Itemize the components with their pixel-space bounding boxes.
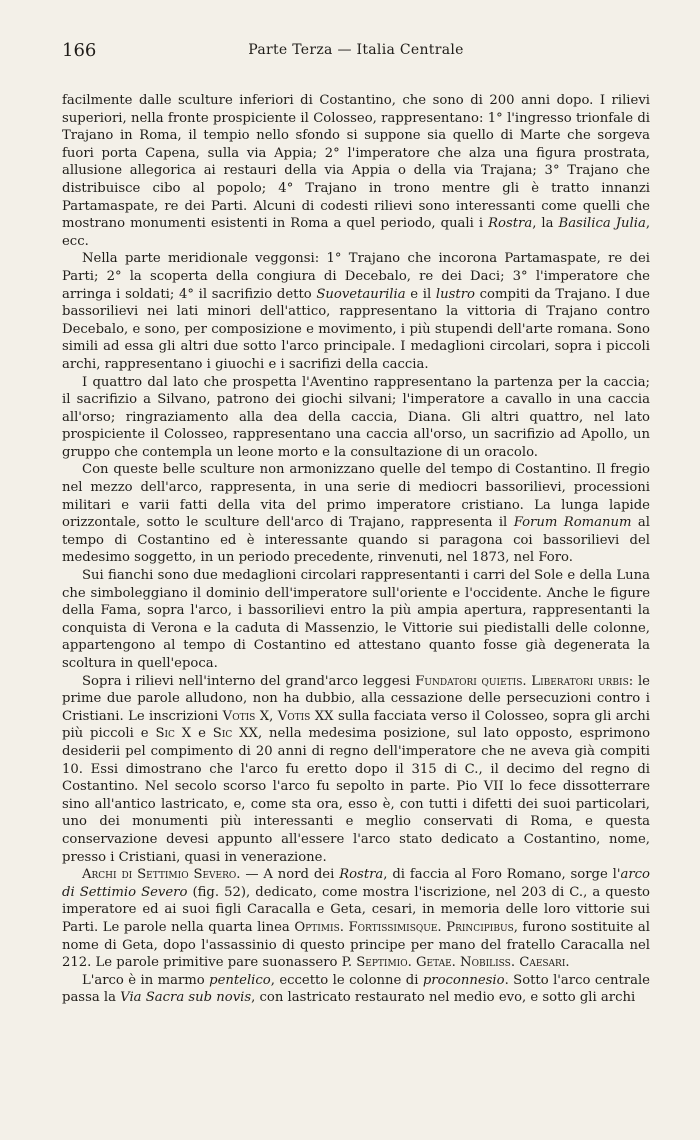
small-caps-run: Archi di Settimio Severo. — [82, 867, 241, 883]
text-run: L'arco è in marmo — [82, 972, 210, 988]
paragraph — [62, 461, 650, 567]
italic-run: lustro — [435, 286, 475, 302]
small-caps-run: Sic X — [155, 726, 192, 742]
text-run: (fig. 52), dedicato, come mostra l'iscrizione, nel 203 di C., a questo imperatore ed ai suoi figli Caracalla e Geta, cesari, in memoria delle loro vittorie sui Parti. Le parole nella quarta linea — [62, 884, 650, 935]
text-run: , eccetto le colonne di — [270, 972, 423, 988]
text-run: facilmente dalle sculture inferiori di Costantino, che sono di 200 anni dopo. I rilievi superiori, nella fronte prospiciente il Colosseo, rappresentano: 1° l'ingresso trionfale di Trajano in Roma, il tempio nello sfondo si suppone sia quello di Marte che sorgeva fuori porta Capena, sulla via Appia; 2° l'imperatore che alza una figura prostrata, allusione allegorica ai restauri della via Appia o della via Trajana; 3° Trajano che distribuisce cibo al popolo; 4° Trajano in trono mentre gli è tratto innanzi Partamaspate, re dei Parti. Alcuni di codesti rilievi sono interessanti come quelli che mostrano monumenti esistenti in Roma a quel periodo, quali i — [62, 93, 650, 232]
paragraph — [62, 567, 650, 673]
italic-run: pentelico — [209, 972, 271, 988]
text-run: I quattro dal lato che prospetta l'Aventino rappresentano la partenza per la caccia; il sacrifizio a Silvano, patrono dei giochi silvani; l'imperatore a cavallo in una caccia all'orso; ringraziamento alla dea della caccia, Diana. Gli altri quattro, nel lato prospiciente il Colosseo, rappresentano una caccia all'orso, un sacrifizio ad Apollo, un gruppo che contempla un leone morto e la consultazione di un oracolo. — [62, 374, 650, 460]
text-run: : le prime due parole alludono, non ha dubbio, alla cessazione delle persecuzioni contro i Cristiani. Le inscrizioni — [62, 673, 650, 724]
paragraph — [62, 673, 650, 867]
text-run: e il — [405, 286, 436, 302]
text-run: , di faccia al Foro Romano, sorge l' — [383, 867, 621, 883]
paragraph — [62, 250, 650, 373]
italic-run: Forum Romanum — [513, 515, 632, 531]
text-run: al tempo di Costantino ed è interessante quando si paragona coi bassorilievi del medesimo soggetto, in un periodo precedente, rinvenuti, nel 1873, nel Foro. — [62, 515, 650, 566]
italic-run: proconnesio — [422, 972, 505, 988]
small-caps-run: Sic XX — [212, 726, 258, 742]
text-run: , nella medesima posizione, sul lato opposto, esprimono desiderii pel compimento di 20 anni di regno dell'imperatore che ne aveva già compiti 10. Essi dimostrano che l'arco fu eretto dopo il 315 di C., il decimo del regno di Costantino. Nel secolo scorso l'arco fu sepolto in parte. Pio VII lo fece dissotterrare sino all'antico lastricato, e, come sta ora, esso è, con tutti i difetti dei suoi particolari, uno dei monumenti più interessanti e meglio conservati di Roma, e questa conservazione devesi appunto all'essere l'arco stato dedicato a Costantino, nome, presso i Cristiani, quasi in venerazione. — [62, 726, 651, 865]
paragraph — [62, 866, 650, 972]
small-caps-run: P. Septimio. Getae. Nobiliss. Caesari — [341, 955, 566, 971]
text-run: compiti da Trajano. I due bassorilievi nei lati minori dell'attico, rappresentano la vittoria di Trajano contro Decebalo, e sono, per composizione e movimento, i più stupendi dell'arte romana. Sono simili ad essa gli altri due sotto l'arco principale. I medaglioni circolari, sopra i piccoli archi, rappresentano i giuochi e i sacrifizi della caccia. — [62, 286, 650, 372]
small-caps-run: Votis X, Votis XX — [222, 708, 334, 724]
italic-run: Rostra — [488, 216, 533, 232]
italic-run: Rostra — [339, 867, 384, 883]
italic-run: arco di Settimio Severo — [62, 867, 650, 900]
italic-run: Basilica Julia — [558, 216, 646, 232]
body-text — [62, 92, 650, 1007]
text-run: Con queste belle sculture non armonizzano quelle del tempo di Costantino. Il fregio nel mezzo dell'arco, rappresenta, in una serie di mediocri bassorilievi, processioni militari e varii fatti della vita del primo imperatore cristiano. La lunga lapide orizzontale, sotto le sculture dell'arco di Trajano, rappresenta il — [62, 462, 650, 531]
text-run: , furono sostituite al nome di Geta, dopo l'assassinio di questo principe per mano del fratello Caracalla nel 212. Le parole primitive pare suonassero — [62, 919, 650, 971]
text-run: e — [191, 726, 213, 742]
text-run: . Sotto l'arco centrale passa la — [62, 972, 650, 1006]
page-number: 166 — [62, 40, 97, 61]
text-run: sulla facciata verso il Colosseo, sopra gli archi più piccoli e — [62, 708, 650, 742]
text-run: , la — [532, 216, 559, 232]
text-run: Nella parte meridionale veggonsi: 1° Trajano che incorona Partamaspate, re dei Parti; 2° la scoperta della congiura di Decebalo, re dei Daci; 3° l'imperatore che arringa i soldati; 4° il sacrifizio detto — [62, 251, 650, 302]
running-title: Parte Terza — Italia Centrale — [248, 42, 464, 58]
text-run: , ecc. — [62, 216, 651, 249]
small-caps-run: Optimis. Fortissimisque. Principibus — [294, 919, 514, 935]
text-run: , con lastricato restaurato nel medio evo, e sotto gli archi — [251, 990, 636, 1006]
text-run: . — [565, 955, 570, 971]
text-run: — A nord dei — [240, 867, 340, 883]
paragraph — [62, 972, 650, 1007]
text-run: Sopra i rilievi nell'interno del grand'arco leggesi — [82, 673, 416, 689]
italic-run: Suovetaurilia — [316, 286, 406, 302]
small-caps-run: Fundatori quietis. Liberatori urbis — [415, 673, 629, 689]
italic-run: Via Sacra sub novis — [120, 990, 252, 1006]
text-run: Sui fianchi sono due medaglioni circolari rappresentanti i carri del Sole e della Luna che simboleggiano il dominio dell'imperatore sull'oriente e l'occidente. Anche le figure della Fama, sopra l'arco, i bassorilievi entro la più ampia apertura, rappresentanti la conquista di Verona e la caduta di Massenzio, le Vittorie sui piedistalli delle colonne, appartengono al tempo di Costantino ed attestano quanto fosse già degenerata la scoltura in quell'epoca. — [62, 568, 650, 671]
paragraph — [62, 374, 650, 462]
page-header — [62, 40, 650, 66]
paragraph — [62, 92, 650, 250]
